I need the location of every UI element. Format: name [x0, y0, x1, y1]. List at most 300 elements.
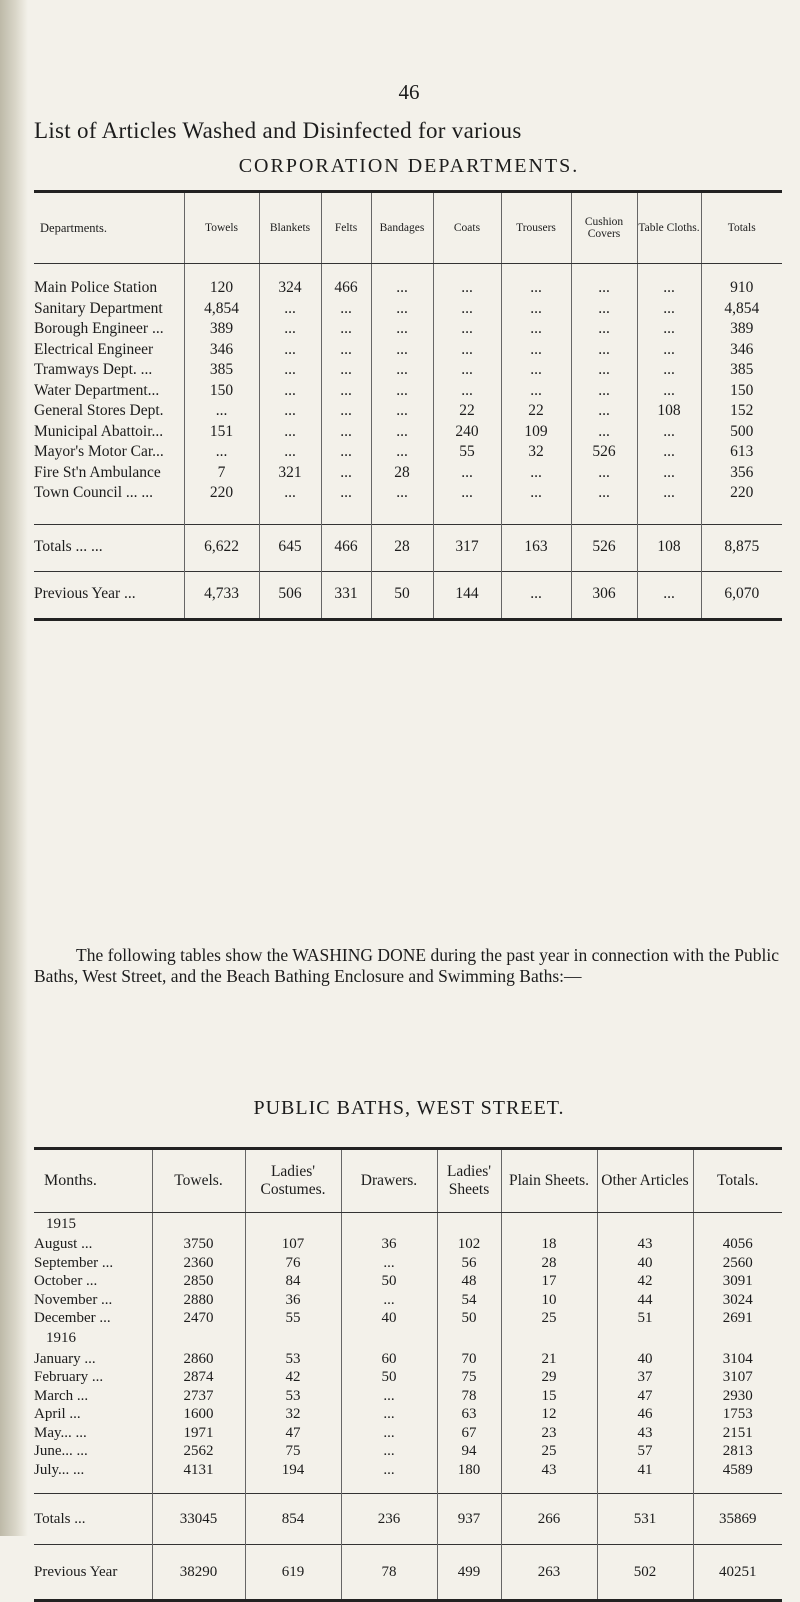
table-cell: ...: [371, 422, 433, 443]
empty-cell: [152, 1213, 245, 1236]
table-row: [34, 340, 782, 361]
empty-cell: [597, 1328, 693, 1350]
table-cell: ...: [571, 483, 637, 524]
table-cell: 3104: [693, 1350, 782, 1369]
row-label: January ...: [34, 1350, 96, 1367]
table-cell: ...: [637, 264, 701, 299]
table-cell: 266: [501, 1494, 597, 1545]
table-cell: ...: [371, 319, 433, 340]
table-cell: ...: [259, 381, 321, 402]
table-cell: ...: [321, 401, 371, 422]
table-row: [34, 401, 782, 422]
table-cell: ...: [501, 264, 571, 299]
table-cell: 240: [433, 422, 501, 443]
row-label: Town Council ... ...: [34, 484, 154, 501]
row-label: February ...: [34, 1369, 104, 1385]
table-cell: ...: [571, 381, 637, 402]
table-cell: 526: [571, 442, 637, 463]
table-cell: ...: [433, 264, 501, 299]
table-cell: ...: [341, 1442, 437, 1461]
table-cell: ...: [341, 1254, 437, 1273]
row-label: August ...: [34, 1236, 93, 1252]
table-cell: ...: [433, 360, 501, 381]
corporation-departments-table: [34, 190, 782, 621]
table-row: [34, 1254, 782, 1273]
table-cell: 151: [184, 422, 259, 443]
table-cell: 56: [437, 1254, 501, 1273]
row-label: July... ...: [34, 1461, 85, 1478]
table-cell: 22: [433, 401, 501, 422]
table-cell: 120: [184, 264, 259, 299]
row-label: Previous Year: [34, 1545, 152, 1601]
table-cell: ...: [321, 442, 371, 463]
page-binding-edge: [0, 0, 28, 1536]
table-cell: 194: [245, 1461, 341, 1494]
col-header-ladies-sheets: Ladies' Sheets: [437, 1149, 501, 1213]
intro-text: The following tables show the WASHING DONE during the past year in connection with the Public Baths, West Street, and the Beach Bathing Enclosure and Swimming Baths:—: [34, 945, 779, 986]
table-cell: 21: [501, 1350, 597, 1369]
table-cell: 500: [701, 422, 782, 443]
table-cell: ...: [637, 422, 701, 443]
table-cell: ...: [637, 442, 701, 463]
table-cell: ...: [571, 299, 637, 320]
table-cell: ...: [321, 483, 371, 524]
table-cell: ...: [501, 381, 571, 402]
table-cell: 4131: [152, 1461, 245, 1494]
totals-row: [34, 524, 782, 571]
row-label: November ...: [34, 1291, 113, 1308]
table-cell: ...: [433, 299, 501, 320]
row-label: Borough Engineer ...: [34, 320, 164, 337]
row-label: Municipal Abattoir...: [34, 422, 164, 440]
table-cell: 28: [371, 463, 433, 484]
table-cell: ...: [637, 360, 701, 381]
empty-cell: [693, 1213, 782, 1236]
table-cell: 28: [371, 524, 433, 571]
table-cell: 43: [597, 1235, 693, 1254]
table-cell: 2360: [152, 1254, 245, 1273]
list-subtitle: CORPORATION DEPARTMENTS.: [238, 155, 580, 177]
table-cell: ...: [341, 1461, 437, 1494]
table-row: [34, 483, 782, 524]
col-header-table-cloths: Table Cloths.: [637, 192, 701, 264]
table-cell: ...: [259, 483, 321, 524]
table-cell: 2151: [693, 1424, 782, 1443]
col-header-other-articles: Other Articles: [597, 1149, 693, 1213]
table-cell: 4,733: [184, 571, 259, 619]
table-cell: 331: [321, 571, 371, 619]
table-cell: 2560: [693, 1254, 782, 1273]
table-cell: 28: [501, 1254, 597, 1273]
table-cell: 108: [637, 524, 701, 571]
table-cell: 163: [501, 524, 571, 571]
table-cell: 1971: [152, 1424, 245, 1443]
table-cell: 317: [433, 524, 501, 571]
table-cell: 150: [184, 381, 259, 402]
table-cell: ...: [637, 299, 701, 320]
table-cell: 25: [501, 1309, 597, 1328]
table-cell: 50: [371, 571, 433, 619]
table-cell: 4,854: [184, 299, 259, 320]
table-cell: ...: [571, 463, 637, 484]
table-cell: 12: [501, 1405, 597, 1424]
table-cell: 2850: [152, 1272, 245, 1291]
list-title: List of Articles Washed and Disinfected for various: [34, 118, 522, 143]
year-row: [34, 1213, 782, 1236]
table-cell: ...: [259, 319, 321, 340]
col-header-blankets: Blankets: [259, 192, 321, 264]
table-cell: 526: [571, 524, 637, 571]
table-cell: 645: [259, 524, 321, 571]
table-cell: ...: [321, 463, 371, 484]
empty-cell: [501, 1328, 597, 1350]
row-label: Previous Year ...: [34, 571, 184, 619]
table-cell: 43: [501, 1461, 597, 1494]
table-cell: ...: [321, 299, 371, 320]
table-cell: 10: [501, 1291, 597, 1310]
table-cell: 67: [437, 1424, 501, 1443]
row-label: September ...: [34, 1254, 114, 1271]
table-cell: ...: [321, 360, 371, 381]
year-row: [34, 1328, 782, 1350]
table-cell: ...: [501, 340, 571, 361]
table-cell: 46: [597, 1405, 693, 1424]
table-row: [34, 1291, 782, 1310]
page-number: 46: [398, 80, 420, 104]
table-cell: 4589: [693, 1461, 782, 1494]
table-cell: 2930: [693, 1387, 782, 1406]
table-cell: 2470: [152, 1309, 245, 1328]
year-label: 1915: [46, 1215, 76, 1232]
table-cell: 35869: [693, 1494, 782, 1545]
table-cell: 38290: [152, 1545, 245, 1601]
table-row: [34, 1272, 782, 1291]
totals-row: [34, 1494, 782, 1545]
table-cell: ...: [571, 360, 637, 381]
table-cell: ...: [637, 340, 701, 361]
row-label: April ...: [34, 1406, 81, 1422]
table-cell: 220: [184, 483, 259, 524]
table-cell: ...: [259, 442, 321, 463]
table-cell: 78: [437, 1387, 501, 1406]
intro-paragraph: [34, 945, 779, 987]
table-cell: 150: [701, 381, 782, 402]
table-row: [34, 1235, 782, 1254]
table-cell: ...: [433, 340, 501, 361]
table-cell: 2562: [152, 1442, 245, 1461]
table-row: [34, 422, 782, 443]
row-label: Totals ... ...: [34, 524, 184, 571]
previous-year-row: [34, 1545, 782, 1601]
table-row: [34, 319, 782, 340]
table-cell: 42: [245, 1368, 341, 1387]
table-cell: ...: [571, 401, 637, 422]
row-label: Water Department...: [34, 381, 160, 399]
previous-year-row: [34, 571, 782, 619]
col-header-plain-sheets: Plain Sheets.: [501, 1149, 597, 1213]
table-cell: 51: [597, 1309, 693, 1328]
table-cell: 324: [259, 264, 321, 299]
table-cell: ...: [184, 401, 259, 422]
table-cell: 36: [341, 1235, 437, 1254]
table-cell: 180: [437, 1461, 501, 1494]
table-cell: 40: [597, 1350, 693, 1369]
table-cell: 107: [245, 1235, 341, 1254]
empty-cell: [245, 1328, 341, 1350]
table-cell: 3024: [693, 1291, 782, 1310]
table-cell: ...: [341, 1424, 437, 1443]
table-cell: 6,070: [701, 571, 782, 619]
table-cell: ...: [321, 422, 371, 443]
table-cell: 356: [701, 463, 782, 484]
table-cell: 108: [637, 401, 701, 422]
table-row: [34, 1350, 782, 1369]
table-cell: ...: [259, 422, 321, 443]
table-cell: 152: [701, 401, 782, 422]
row-label: June... ...: [34, 1443, 88, 1459]
table-cell: 854: [245, 1494, 341, 1545]
row-label: December ...: [34, 1310, 111, 1326]
table-cell: 236: [341, 1494, 437, 1545]
table-cell: 466: [321, 524, 371, 571]
table-cell: 84: [245, 1272, 341, 1291]
table-cell: 109: [501, 422, 571, 443]
table-cell: ...: [321, 319, 371, 340]
table-cell: 306: [571, 571, 637, 619]
table-cell: 346: [701, 340, 782, 361]
table-cell: 18: [501, 1235, 597, 1254]
row-label: Tramways Dept. ...: [34, 361, 153, 378]
table-cell: ...: [501, 360, 571, 381]
table-cell: 57: [597, 1442, 693, 1461]
table-cell: ...: [321, 340, 371, 361]
row-label: October ...: [34, 1273, 98, 1289]
table-cell: ...: [341, 1405, 437, 1424]
table-cell: 1753: [693, 1405, 782, 1424]
row-label: Electrical Engineer: [34, 340, 154, 358]
table-cell: 7: [184, 463, 259, 484]
table-cell: ...: [433, 483, 501, 524]
table-cell: 17: [501, 1272, 597, 1291]
table-cell: 2737: [152, 1387, 245, 1406]
table-cell: 102: [437, 1235, 501, 1254]
table-cell: 75: [245, 1442, 341, 1461]
table-cell: 506: [259, 571, 321, 619]
table-cell: ...: [501, 299, 571, 320]
table-cell: 25: [501, 1442, 597, 1461]
table-cell: ...: [371, 299, 433, 320]
table-cell: 53: [245, 1387, 341, 1406]
empty-cell: [341, 1328, 437, 1350]
table-cell: ...: [371, 401, 433, 422]
table-cell: 32: [245, 1405, 341, 1424]
col-header-ladies-costumes: Ladies' Costumes.: [245, 1149, 341, 1213]
table-row: [34, 264, 782, 299]
table-cell: 43: [597, 1424, 693, 1443]
table-cell: 3107: [693, 1368, 782, 1387]
table-cell: 619: [245, 1545, 341, 1601]
table-cell: 36: [245, 1291, 341, 1310]
table-cell: 76: [245, 1254, 341, 1273]
table-cell: ...: [637, 381, 701, 402]
table-cell: 41: [597, 1461, 693, 1494]
table-cell: 466: [321, 264, 371, 299]
empty-cell: [437, 1213, 501, 1236]
table-cell: 6,622: [184, 524, 259, 571]
table-cell: 389: [701, 319, 782, 340]
table-cell: 60: [341, 1350, 437, 1369]
baths-header-row: [34, 1149, 782, 1213]
col-header-felts: Felts: [321, 192, 371, 264]
table-cell: ...: [433, 381, 501, 402]
table-cell: ...: [637, 463, 701, 484]
table-row: [34, 442, 782, 463]
empty-cell: [341, 1213, 437, 1236]
table-cell: ...: [637, 319, 701, 340]
table-cell: ...: [371, 340, 433, 361]
table-cell: 15: [501, 1387, 597, 1406]
table-cell: ...: [501, 319, 571, 340]
public-baths-table: [34, 1147, 782, 1602]
table-cell: 50: [341, 1272, 437, 1291]
table-row: [34, 463, 782, 484]
table-cell: 385: [701, 360, 782, 381]
table-cell: ...: [371, 483, 433, 524]
table-cell: 385: [184, 360, 259, 381]
table-cell: 4,854: [701, 299, 782, 320]
table-cell: 4056: [693, 1235, 782, 1254]
table-cell: ...: [184, 442, 259, 463]
table-cell: ...: [371, 381, 433, 402]
table-cell: 937: [437, 1494, 501, 1545]
table-cell: 2880: [152, 1291, 245, 1310]
table-cell: 40251: [693, 1545, 782, 1601]
row-label: Fire St'n Ambulance: [34, 463, 161, 481]
empty-cell: [597, 1213, 693, 1236]
table-cell: ...: [321, 381, 371, 402]
table-cell: ...: [371, 360, 433, 381]
table-cell: 263: [501, 1545, 597, 1601]
col-header-months: Months.: [34, 1149, 152, 1213]
table-cell: 44: [597, 1291, 693, 1310]
table-cell: ...: [501, 571, 571, 619]
table-row: [34, 1368, 782, 1387]
table-cell: 55: [433, 442, 501, 463]
empty-cell: [501, 1213, 597, 1236]
table-cell: ...: [371, 442, 433, 463]
table-row: [34, 360, 782, 381]
col-header-drawers: Drawers.: [341, 1149, 437, 1213]
table-cell: 47: [245, 1424, 341, 1443]
empty-cell: [693, 1328, 782, 1350]
table-cell: 531: [597, 1494, 693, 1545]
row-label: Sanitary Department: [34, 299, 163, 317]
table-cell: 321: [259, 463, 321, 484]
table-cell: 613: [701, 442, 782, 463]
table-cell: 53: [245, 1350, 341, 1369]
table-cell: 389: [184, 319, 259, 340]
col-header-towels: Towels: [184, 192, 259, 264]
row-label: May... ...: [34, 1424, 87, 1441]
table-cell: ...: [259, 299, 321, 320]
year-label: 1916: [46, 1330, 76, 1347]
table-cell: 50: [341, 1368, 437, 1387]
table-cell: 2860: [152, 1350, 245, 1369]
table-cell: 70: [437, 1350, 501, 1369]
table-cell: 3091: [693, 1272, 782, 1291]
table-cell: 40: [597, 1254, 693, 1273]
table-cell: 3750: [152, 1235, 245, 1254]
table-cell: ...: [571, 340, 637, 361]
table-row: [34, 381, 782, 402]
col-header-bandages: Bandages: [371, 192, 433, 264]
col-header-trousers: Trousers: [501, 192, 571, 264]
table-cell: 40: [341, 1309, 437, 1328]
col-header-cushion-covers: Cushion Covers: [571, 192, 637, 264]
table-cell: ...: [433, 463, 501, 484]
table-cell: ...: [341, 1387, 437, 1406]
table-row: [34, 1405, 782, 1424]
table-cell: 8,875: [701, 524, 782, 571]
col-header-coats: Coats: [433, 192, 501, 264]
table-cell: 33045: [152, 1494, 245, 1545]
empty-cell: [437, 1328, 501, 1350]
table-row: [34, 1387, 782, 1406]
table-cell: 50: [437, 1309, 501, 1328]
col-header-departments: Departments.: [34, 192, 184, 264]
col-header-totals: Totals.: [693, 1149, 782, 1213]
table-cell: ...: [371, 264, 433, 299]
table-cell: 22: [501, 401, 571, 422]
table-cell: 910: [701, 264, 782, 299]
table-cell: 2813: [693, 1442, 782, 1461]
table-row: [34, 299, 782, 320]
table-cell: 75: [437, 1368, 501, 1387]
table-cell: ...: [571, 264, 637, 299]
table-cell: 346: [184, 340, 259, 361]
table-cell: ...: [259, 401, 321, 422]
table-cell: 42: [597, 1272, 693, 1291]
table-cell: 2874: [152, 1368, 245, 1387]
table-cell: 78: [341, 1545, 437, 1601]
table-cell: 499: [437, 1545, 501, 1601]
table-row: [34, 1442, 782, 1461]
row-label: Totals ...: [34, 1494, 152, 1545]
table-cell: 37: [597, 1368, 693, 1387]
table-cell: 48: [437, 1272, 501, 1291]
corp-header-row: [34, 192, 782, 264]
table-cell: 94: [437, 1442, 501, 1461]
empty-cell: [245, 1213, 341, 1236]
table-cell: 23: [501, 1424, 597, 1443]
row-label: General Stores Dept.: [34, 402, 164, 419]
table-cell: ...: [571, 319, 637, 340]
table-cell: ...: [259, 360, 321, 381]
table-cell: 29: [501, 1368, 597, 1387]
table-cell: ...: [501, 463, 571, 484]
table-cell: 54: [437, 1291, 501, 1310]
table-cell: ...: [341, 1291, 437, 1310]
col-header-totals: Totals: [701, 192, 782, 264]
table-row: [34, 1424, 782, 1443]
table-cell: ...: [571, 422, 637, 443]
table-cell: 502: [597, 1545, 693, 1601]
table-cell: 2691: [693, 1309, 782, 1328]
row-label: March ...: [34, 1387, 89, 1404]
table-cell: ...: [259, 340, 321, 361]
table-cell: 63: [437, 1405, 501, 1424]
table-cell: ...: [637, 571, 701, 619]
